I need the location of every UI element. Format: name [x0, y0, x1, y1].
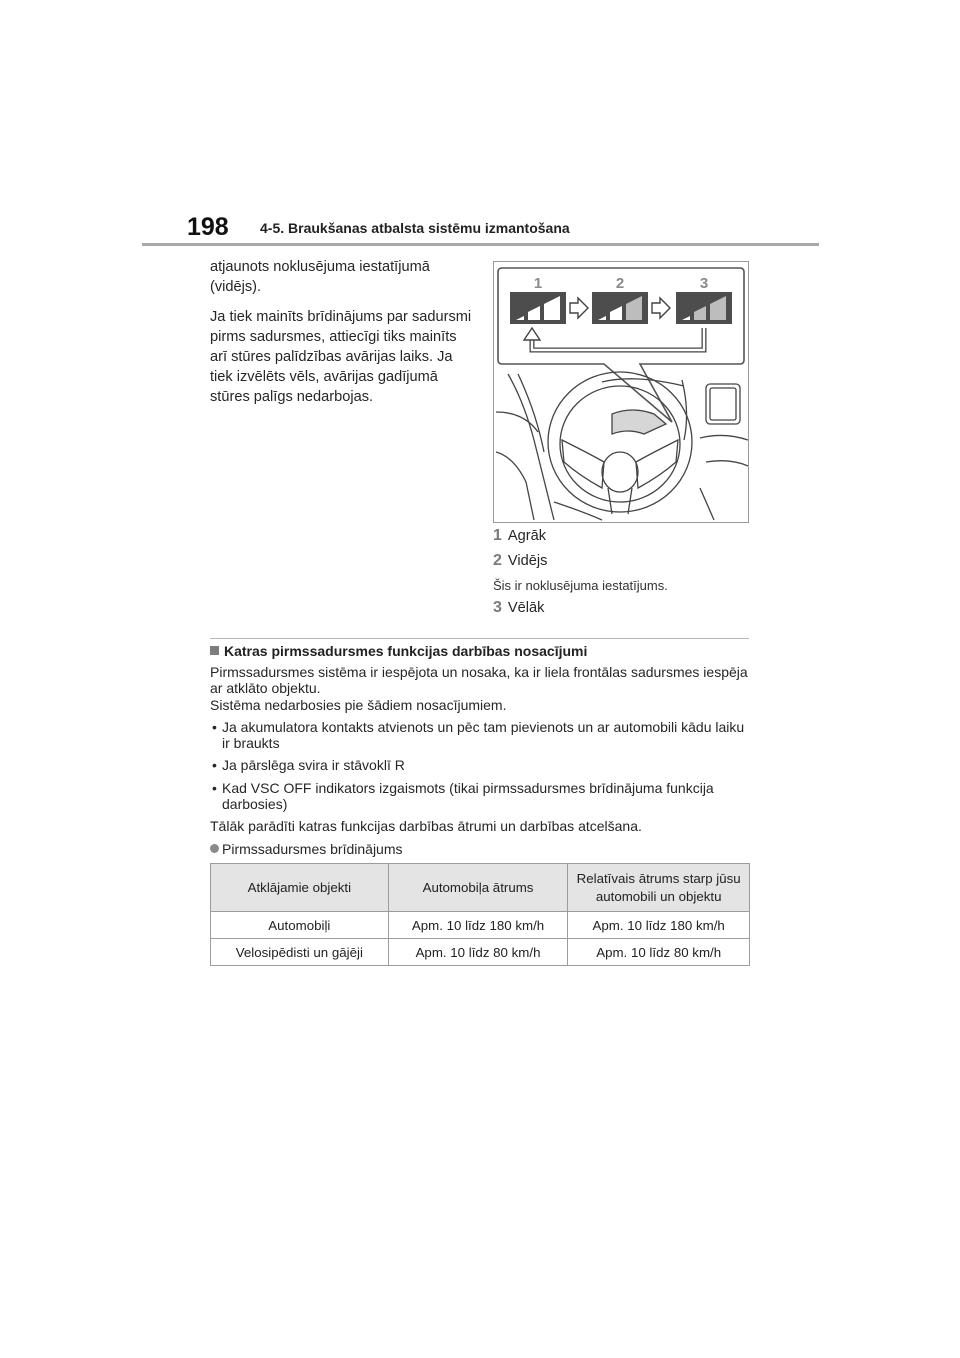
page-number: 198	[187, 213, 229, 241]
steering-wheel-icon	[496, 372, 748, 520]
section-heading-text: Katras pirmssadursmes funkcijas darbības nosacījumi	[224, 643, 588, 659]
level-box-medium-icon	[592, 292, 648, 324]
body-paragraph-1: Pirmssadursmes sistēma ir iespējota un nosaka, ka ir liela frontālas sadursmes iespēja ar atklāto objektu.	[210, 664, 748, 697]
square-bullet-icon	[210, 646, 219, 655]
legend-label: Agrāk	[507, 528, 547, 544]
table-cell: Apm. 10 līdz 80 km/h	[388, 939, 568, 966]
illustration-svg	[494, 262, 748, 522]
intro-text	[210, 257, 472, 417]
condition-bullet-2: • Ja pārslēga svira ir stāvoklī R	[212, 757, 405, 774]
table-header-row	[211, 864, 750, 912]
timing-setting-illustration	[493, 261, 749, 523]
table-cell: Apm. 10 līdz 180 km/h	[568, 912, 750, 939]
intro-paragraph-2: Ja tiek mainīts brīdinājums par sadursmi pirms sadursmes, attiecīgi tiks mainīts arī stūres palīdzības avārijas laiks. Ja tiek izvēlēts vēls, avārijas gadījumā stūres palīgs nedarbojas.	[210, 309, 472, 405]
subheading-pre-collision-warning	[210, 841, 749, 857]
level-box-late-icon	[676, 292, 732, 324]
circle-bullet-icon	[210, 844, 219, 853]
condition-bullet-1: • Ja akumulatora kontakts atvienots un pēc tam pievienots un ar automobili kādu laiku ir braukts	[212, 718, 745, 752]
table-cell: Velosipēdisti un gājēji	[211, 939, 389, 966]
body-paragraph-3: Tālāk parādīti katras funkcijas darbības ātrumi un darbības atcelšana.	[210, 818, 642, 835]
table-header-cell: Relatīvais ātrums starp jūsu automobili un objektu	[568, 864, 750, 912]
table-row	[211, 939, 750, 966]
table-cell: Apm. 10 līdz 80 km/h	[568, 939, 750, 966]
legend-item-3	[493, 599, 544, 617]
table-header-cell: Atklājamie objekti	[211, 864, 389, 912]
table-cell: Automobiļi	[211, 912, 389, 939]
body-paragraph-2: Sistēma nedarbosies pie šādiem nosacījumiem.	[210, 696, 507, 713]
operating-speed-table	[210, 863, 750, 966]
setting-label-1: 1	[533, 275, 543, 292]
legend-number: 1	[493, 527, 502, 544]
subheading-text: Pirmssadursmes brīdinājums	[222, 840, 403, 857]
setting-label-2: 2	[615, 275, 625, 292]
legend-number: 2	[493, 552, 502, 569]
legend-item-1	[493, 527, 546, 545]
section-heading	[210, 643, 587, 659]
setting-label-3: 3	[699, 275, 709, 292]
legend-item-2	[493, 552, 547, 570]
section-title: 4-5. Braukšanas atbalsta sistēmu izmantošana	[260, 220, 570, 236]
default-setting-note: Šis ir noklusējuma iestatījums.	[493, 578, 668, 593]
section-body	[210, 664, 749, 857]
legend-number: 3	[493, 599, 502, 616]
condition-bullet-3: • Kad VSC OFF indikators izgaismots (tikai pirmssadursmes brīdinājuma funkcija darbosies)	[212, 779, 714, 813]
bullet-text: Ja akumulatora kontakts atvienots un pēc tam pievienots un ar automobili kādu laiku ir braukts	[222, 718, 745, 752]
table-header-cell: Automobiļa ātrums	[388, 864, 568, 912]
bullet-text: Kad VSC OFF indikators izgaismots (tikai pirmssadursmes brīdinājuma funkcija darbosies)	[222, 779, 714, 813]
header-divider	[142, 243, 819, 246]
table-cell: Apm. 10 līdz 180 km/h	[388, 912, 568, 939]
table-row	[211, 912, 750, 939]
section-divider	[210, 638, 749, 639]
legend-label: Vēlāk	[507, 600, 545, 616]
bullet-text: Ja pārslēga svira ir stāvoklī R	[222, 757, 405, 774]
level-box-early-icon	[510, 292, 566, 324]
intro-paragraph-1: atjaunots noklusējuma iestatījumā (vidējs).	[210, 259, 430, 295]
legend-label: Vidējs	[507, 553, 548, 569]
